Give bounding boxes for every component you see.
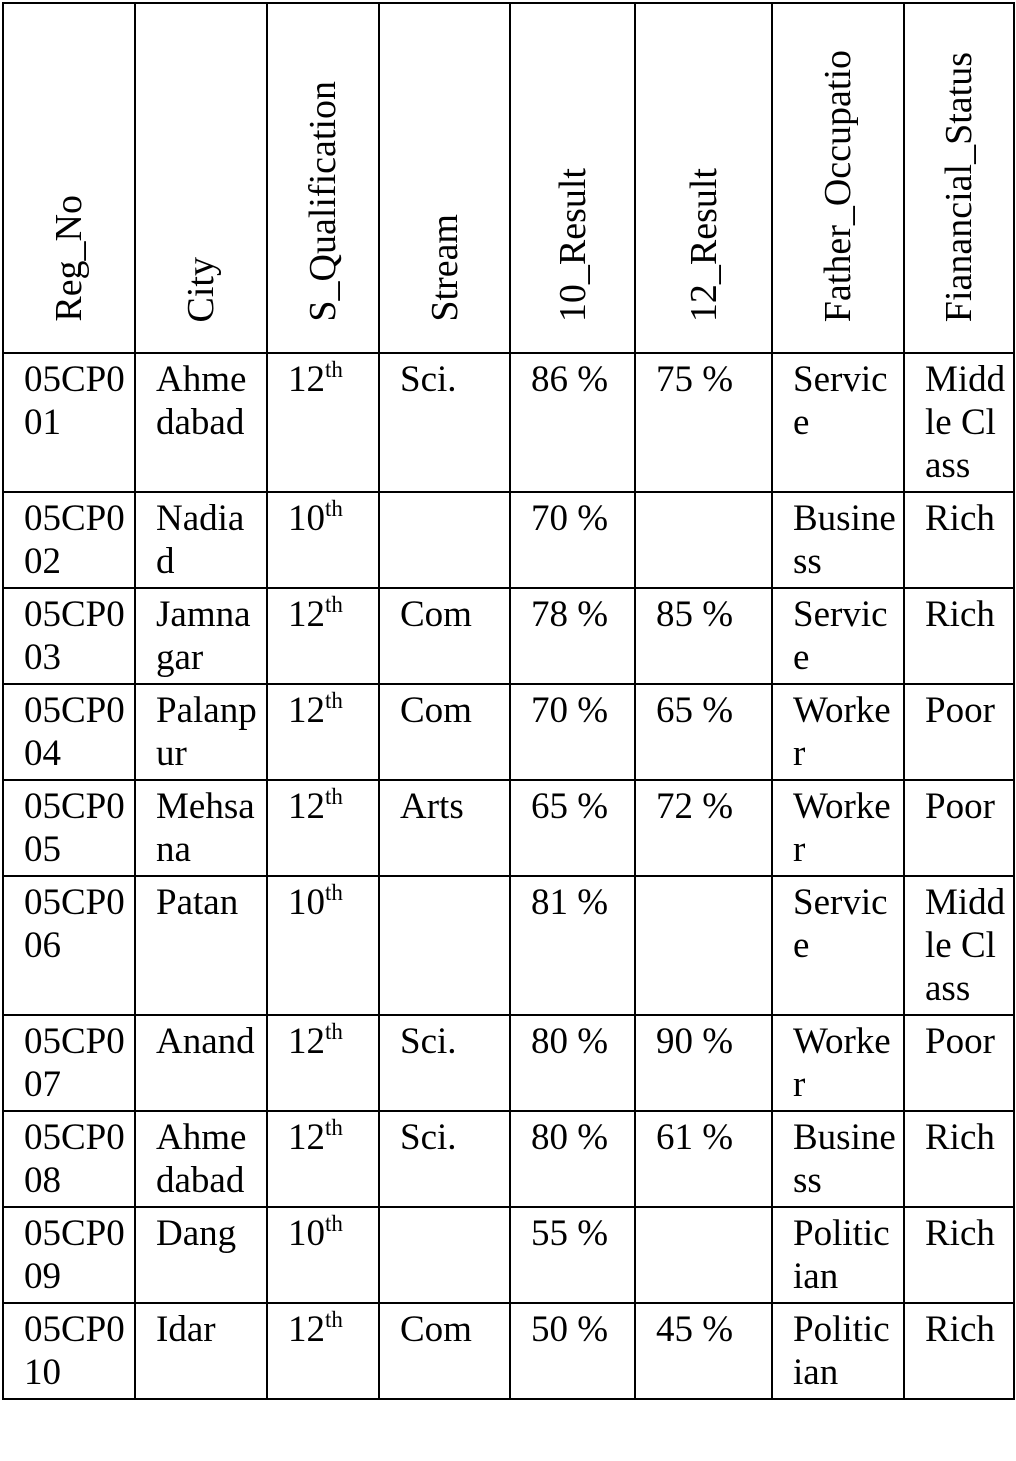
cell-father-occupation [772,1303,904,1399]
cell-father-occupation-text: Worker [793,690,891,774]
cell-stream-text: Sci. [400,1117,457,1158]
cell-financial-status [904,780,1014,876]
cell-stream [379,1111,510,1207]
cell-city-text: Palanpur [156,690,257,774]
cell-city-text: Jamnagar [156,594,251,678]
cell-father-occupation [772,1207,904,1303]
cell-city [135,492,267,588]
cell-stream-text: Arts [400,786,464,827]
qualification-number: 12 [288,786,325,827]
cell-father-occupation-text: Politician [793,1309,890,1393]
table-row [3,876,1014,1015]
cell-10-result [510,1015,635,1111]
cell-father-occupation [772,1015,904,1111]
cell-10-result [510,876,635,1015]
cell-reg-no-text: 05CP004 [24,690,125,774]
cell-s-qualification [267,684,379,780]
cell-12-result-text [636,493,771,501]
cell-s-qualification [267,1015,379,1111]
qualification-suffix: th [325,688,343,713]
cell-12-result-text: 45 % [656,1309,734,1350]
cell-stream [379,1015,510,1111]
table-row [3,1207,1014,1303]
cell-10-result [510,1303,635,1399]
qualification-suffix: th [325,592,343,617]
cell-s-qualification [267,353,379,492]
cell-father-occupation-text: Service [793,359,888,443]
cell-reg-no-text: 05CP001 [24,359,125,443]
cell-financial-status [904,353,1014,492]
cell-financial-status [904,492,1014,588]
cell-s-qualification [267,492,379,588]
qualification-number: 12 [288,1309,325,1350]
cell-financial-status-text: Poor [925,1021,995,1062]
cell-s-qualification [267,780,379,876]
cell-12-result-text: 65 % [656,690,734,731]
cell-reg-no [3,1303,135,1399]
cell-12-result [635,780,772,876]
cell-city [135,1303,267,1399]
cell-s-qualification [267,1303,379,1399]
cell-10-result-text: 70 % [531,690,609,731]
cell-city [135,353,267,492]
cell-reg-no-text: 05CP009 [24,1213,125,1297]
cell-city [135,876,267,1015]
header-reg-no: Reg_No [3,3,135,353]
cell-12-result [635,492,772,588]
cell-stream [379,684,510,780]
header-financial-status: Fianancial_Status [904,3,1014,353]
cell-father-occupation [772,492,904,588]
table-row [3,492,1014,588]
header-stream: Stream [379,3,510,353]
cell-12-result-text [636,1208,771,1216]
cell-reg-no-text: 05CP010 [24,1309,125,1393]
cell-financial-status [904,588,1014,684]
cell-city-text: Idar [156,1309,216,1350]
cell-father-occupation [772,780,904,876]
cell-reg-no [3,876,135,1015]
cell-reg-no-text: 05CP008 [24,1117,125,1201]
qualification-value [268,877,378,928]
table-row [3,780,1014,876]
table-row [3,1111,1014,1207]
cell-father-occupation-text: Worker [793,1021,891,1105]
cell-10-result-text: 80 % [531,1021,609,1062]
qualification-suffix: th [325,1211,343,1236]
cell-stream [379,492,510,588]
table-row [3,353,1014,492]
qualification-number: 10 [288,498,325,539]
qualification-number: 10 [288,1213,325,1254]
cell-financial-status [904,876,1014,1015]
cell-10-result [510,353,635,492]
cell-12-result-text: 61 % [656,1117,734,1158]
qualification-number: 10 [288,882,325,923]
cell-10-result [510,1207,635,1303]
cell-s-qualification [267,1207,379,1303]
cell-father-occupation-text: Politician [793,1213,890,1297]
cell-10-result-text: 86 % [531,359,609,400]
cell-city-text: Dang [156,1213,237,1254]
cell-city [135,684,267,780]
table-row [3,1303,1014,1399]
cell-stream [379,1303,510,1399]
header-10-result: 10_Result [510,3,635,353]
cell-reg-no-text: 05CP003 [24,594,125,678]
cell-financial-status-text: Middle Class [925,882,1006,1009]
qualification-number: 12 [288,1117,325,1158]
cell-financial-status-text: Rich [925,1117,995,1158]
cell-10-result-text: 80 % [531,1117,609,1158]
header-s-qualification: S_Qualification [267,3,379,353]
cell-reg-no [3,780,135,876]
cell-10-result-text: 55 % [531,1213,609,1254]
cell-stream-text: Sci. [400,359,457,400]
cell-stream [379,780,510,876]
cell-s-qualification [267,588,379,684]
cell-financial-status [904,1111,1014,1207]
cell-10-result-text: 70 % [531,498,609,539]
qualification-value [268,1016,378,1067]
cell-10-result [510,588,635,684]
cell-reg-no-text: 05CP002 [24,498,125,582]
qualification-suffix: th [325,880,343,905]
student-data-table [2,2,1015,1400]
cell-financial-status-text: Rich [925,1309,995,1350]
cell-city-text: Anand [156,1021,255,1062]
cell-10-result-text: 50 % [531,1309,609,1350]
cell-financial-status [904,1207,1014,1303]
cell-city-text: Ahmedabad [156,1117,247,1201]
cell-father-occupation [772,588,904,684]
cell-10-result-text: 78 % [531,594,609,635]
cell-reg-no [3,684,135,780]
cell-stream [379,353,510,492]
cell-financial-status-text: Rich [925,594,995,635]
cell-stream-text [380,877,509,885]
cell-financial-status-text: Poor [925,786,995,827]
cell-12-result [635,1303,772,1399]
qualification-value [268,685,378,736]
header-city: City [135,3,267,353]
table-body [3,353,1014,1399]
table-row [3,588,1014,684]
header-father-occupation: Father_Occupatio [772,3,904,353]
qualification-suffix: th [325,1019,343,1044]
qualification-value [268,493,378,544]
qualification-suffix: th [325,1307,343,1332]
cell-stream [379,588,510,684]
cell-10-result [510,780,635,876]
table-row [3,684,1014,780]
cell-father-occupation-text: Worker [793,786,891,870]
cell-father-occupation [772,1111,904,1207]
cell-father-occupation-text: Service [793,594,888,678]
qualification-suffix: th [325,357,343,382]
cell-stream-text [380,1208,509,1216]
cell-financial-status-text: Rich [925,1213,995,1254]
qualification-value [268,1112,378,1163]
cell-10-result [510,492,635,588]
cell-reg-no [3,492,135,588]
cell-reg-no [3,588,135,684]
cell-reg-no-text: 05CP006 [24,882,125,966]
cell-financial-status [904,684,1014,780]
cell-10-result-text: 65 % [531,786,609,827]
cell-10-result-text: 81 % [531,882,609,923]
cell-city [135,1207,267,1303]
cell-stream [379,876,510,1015]
cell-12-result [635,1111,772,1207]
qualification-number: 12 [288,690,325,731]
cell-father-occupation-text: Service [793,882,888,966]
qualification-number: 12 [288,594,325,635]
cell-12-result-text: 90 % [656,1021,734,1062]
cell-10-result [510,684,635,780]
cell-city-text: Mehsana [156,786,255,870]
cell-reg-no [3,1111,135,1207]
cell-stream [379,1207,510,1303]
cell-stream-text: Com [400,1309,472,1350]
qualification-value [268,1208,378,1259]
cell-reg-no-text: 05CP005 [24,786,125,870]
cell-city [135,780,267,876]
qualification-suffix: th [325,1115,343,1140]
cell-city-text: Nadiad [156,498,245,582]
qualification-value [268,589,378,640]
qualification-number: 12 [288,1021,325,1062]
cell-reg-no [3,1015,135,1111]
cell-stream-text [380,493,509,501]
header-row [3,3,1014,353]
cell-12-result [635,684,772,780]
cell-12-result [635,1015,772,1111]
cell-s-qualification [267,1111,379,1207]
cell-s-qualification [267,876,379,1015]
cell-12-result-text: 75 % [656,359,734,400]
qualification-value [268,1304,378,1355]
cell-12-result-text: 85 % [656,594,734,635]
cell-reg-no [3,353,135,492]
cell-10-result [510,1111,635,1207]
cell-stream-text: Sci. [400,1021,457,1062]
table-row [3,1015,1014,1111]
cell-city [135,1015,267,1111]
cell-stream-text: Com [400,690,472,731]
cell-reg-no-text: 05CP007 [24,1021,125,1105]
qualification-number: 12 [288,359,325,400]
cell-12-result [635,876,772,1015]
cell-12-result [635,1207,772,1303]
header-12-result: 12_Result [635,3,772,353]
cell-father-occupation [772,353,904,492]
qualification-value [268,781,378,832]
cell-12-result [635,353,772,492]
cell-city-text: Ahmedabad [156,359,247,443]
cell-reg-no [3,1207,135,1303]
cell-financial-status-text: Rich [925,498,995,539]
cell-financial-status [904,1015,1014,1111]
cell-father-occupation-text: Business [793,1117,896,1201]
cell-stream-text: Com [400,594,472,635]
qualification-suffix: th [325,784,343,809]
cell-city-text: Patan [156,882,239,923]
cell-12-result [635,588,772,684]
cell-financial-status-text: Middle Class [925,359,1006,486]
cell-city [135,588,267,684]
cell-12-result-text: 72 % [656,786,734,827]
cell-financial-status-text: Poor [925,690,995,731]
cell-father-occupation [772,684,904,780]
cell-father-occupation-text: Business [793,498,896,582]
qualification-value [268,354,378,405]
cell-father-occupation [772,876,904,1015]
cell-financial-status [904,1303,1014,1399]
cell-city [135,1111,267,1207]
qualification-suffix: th [325,496,343,521]
cell-12-result-text [636,877,771,885]
